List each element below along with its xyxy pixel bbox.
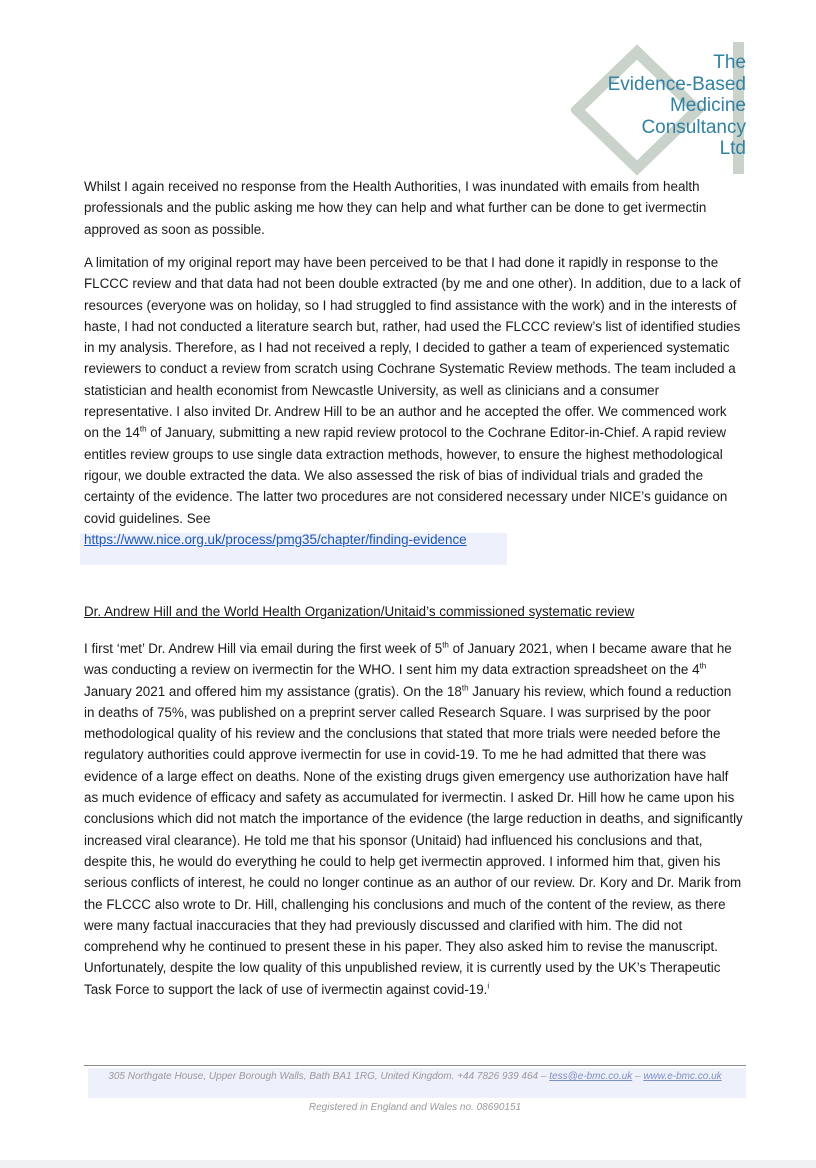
paragraph-2: A limitation of my original report may have been perceived to be that I had done it rapidly in response to the FLCCC review and that data had not been double extracted (by me and one other). In addition, due to a lack of resources (everyone was on holiday, so I had struggled to find assistance with the work) and in the interests of haste, I had not conducted a literature search but, rather, had used the FLCCC review’s list of identified studies in my analysis. Therefore, as I had not received a reply, I decided to gather a team of experienced systematic reviewers to conduct a review from scratch using Cochrane Systematic Review methods. The team included a statistician and health economist from Newcastle University, as well as clinicians and a consumer representative. I also invited Dr. Andrew Hill to be an author and he accepted the offer. We commenced work on the 14th of January, submitting a new rapid review protocol to the Cochrane Editor-in-Chief. A rapid review entitles review groups to use single data extraction methods, however, to ensure the highest methodological rigour, we double extracted the data. We also assessed the risk of bias of individual trials and graded the certainty of the evidence. The latter two procedures are not considered necessary under NICE’s guidance on covid guidelines. See https://www.nice.org.uk/process/pmg35/chapter/finding-evidence: [84, 255, 741, 547]
logo-text: [608, 52, 746, 160]
paragraph-3: I first ‘met’ Dr. Andrew Hill via email during the first week of 5th of January 2021, when I became aware that he was conducting a review on ivermectin for the WHO. I sent him my data extraction spreadsheet on the 4th January 2021 and offered him my assistance (gratis). On the 18th January his review, which found a reduction in deaths of 75%, was published on a preprint server called Research Square. I was surprised by the poor methodological quality of his review and the conclusions that stated that more trials were needed before the regulatory authorities could approve ivermectin for use in covid-19. To me he had admitted that there was evidence of a large effect on deaths. None of the existing drugs given emergency use authorization have half as much evidence of efficacy and safety as accumulated for ivermectin. I asked Dr. Hill how he came upon his conclusions which did not match the importance of the evidence (the large reduction in deaths, and significantly increased viral clearance). He told me that his sponsor (Unitaid) had influenced his conclusions and that, despite this, he would do everything he could to help get ivermectin approved. I informed him that, given his serious conflicts of interest, he could no longer continue as an author of our review. Dr. Kory and Dr. Marik from the FLCCC also wrote to Dr. Hill, challenging his conclusions and much of the content of the review, as there were many factual inaccuracies that they had previously discussed and clarified with him. The did not comprehend why he continued to present these in his paper. They also asked him to revise the manuscript. Unfortunately, despite the low quality of this unpublished review, it is currently used by the UK’s Therapeutic Task Force to support the lack of use of ivermectin against covid-19.$^i$: [84, 640, 743, 997]
endnote-marker[interactable]: i: [487, 981, 490, 991]
logo-line-3: Medicine: [669, 95, 746, 116]
footer-address: 305 Northgate House, Upper Borough Walls, Bath BA1 1RG, United Kingdom. +44 7826 939 464 – tess@e-bmc.co.uk – www.e-bmc.co.uk: [108, 1071, 722, 1082]
logo-line-1: The: [713, 52, 746, 73]
logo-line-4: Consultancy: [641, 116, 746, 138]
footer-registration: Registered in England and Wales no. 08690151: [308, 1102, 522, 1113]
footer-divider: [84, 1065, 746, 1066]
paragraph-1: Whilst I again received no response from the Health Authorities, I was inundated with emails from health professionals and the public asking me how they can help and what further can be done to get ivermectin approved as soon as possible.: [84, 179, 707, 237]
company-logo: [571, 40, 746, 180]
footer-email-link[interactable]: tess@e-bmc.co.uk: [549, 1071, 633, 1082]
page-bottom-edge: [0, 1160, 816, 1168]
logo-line-2: Evidence-Based: [607, 73, 746, 95]
nice-guidance-link[interactable]: https://www.nice.org.uk/process/pmg35/chapter/finding-evidence: [84, 531, 467, 547]
footer-website-link[interactable]: www.e-bmc.co.uk: [643, 1071, 722, 1082]
logo-line-5: Ltd: [719, 138, 746, 159]
section-heading: Dr. Andrew Hill and the World Health Organization/Unitaid’s commissioned systematic review: [84, 604, 635, 619]
